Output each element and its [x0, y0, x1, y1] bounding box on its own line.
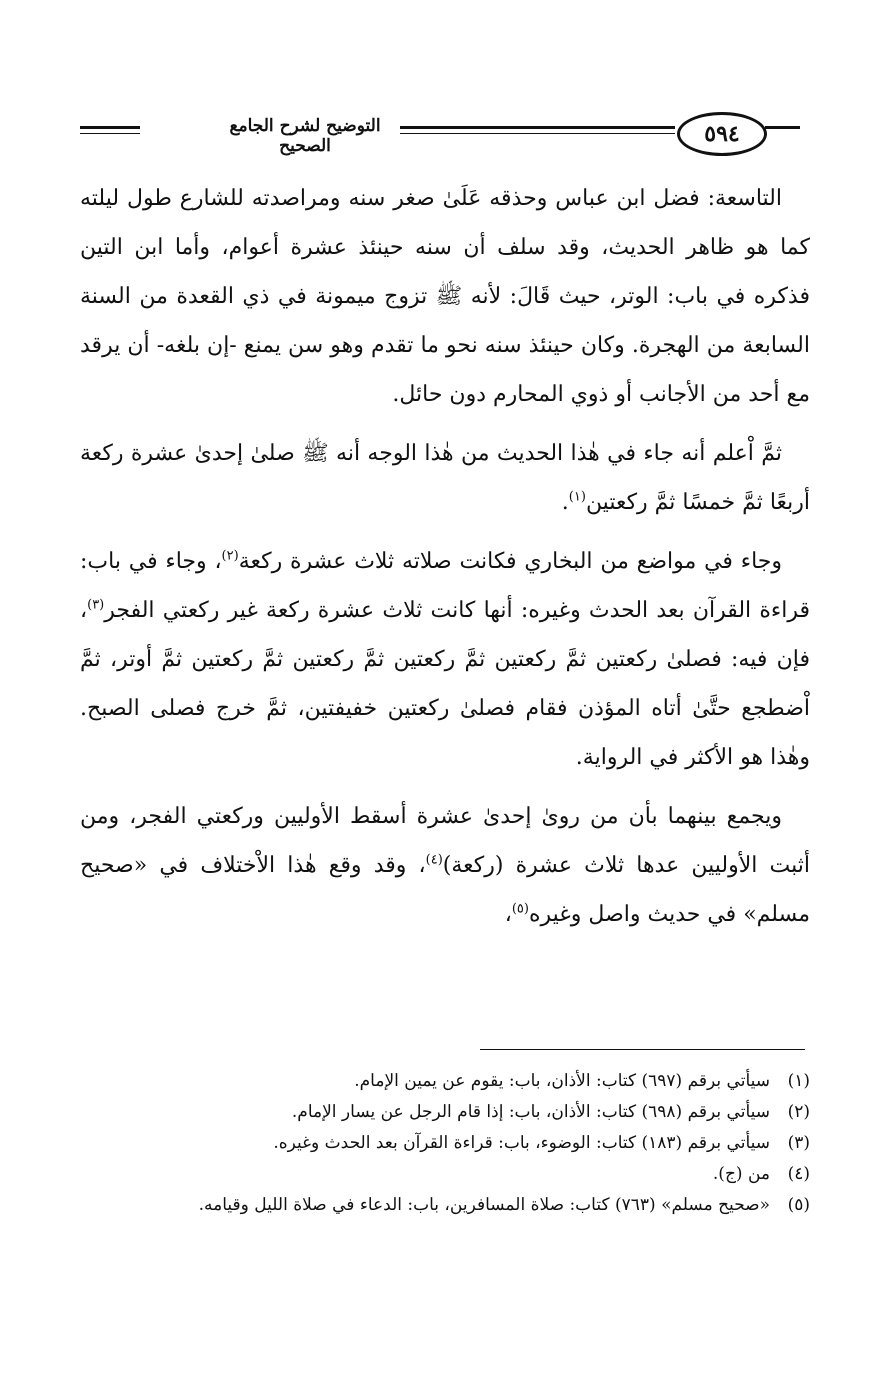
paragraph-1: [80, 174, 810, 419]
header-rule-left-bottom: [80, 133, 140, 134]
header-title: التوضيح لشرح الجامع الصحيح: [220, 116, 390, 156]
paragraph-text: ، وقد وقع هٰذا الاْختلاف في «صحيح مسلم» في حديث واصل وغيره: [80, 853, 810, 927]
header-rule-right: [765, 126, 800, 129]
paragraph-2: [80, 429, 810, 527]
footnote-number: (٤): [787, 1164, 810, 1184]
footnote-ref: (٢): [221, 548, 239, 564]
header-rule-middle-top: [400, 126, 675, 129]
paragraph-text: ويجمع بينهما بأن من روىٰ إحدىٰ عشرة أسقط الأوليين وركعتي الفجر، ومن أثبت الأوليين عدها ثلاث عشرة (ركعة): [80, 804, 810, 878]
running-header: [80, 112, 800, 154]
paragraph-text: ،: [504, 902, 512, 927]
paragraph-4: [80, 792, 810, 939]
footnote-1: [80, 1066, 810, 1097]
paragraph-text: ثمَّ اْعلم أنه جاء في هٰذا الحديث من هٰذا الوجه أنه ﷺ صلىٰ إحدىٰ عشرة ركعة أربعًا ثمَّ خمسًا ثمَّ ركعتين: [80, 441, 810, 515]
footnote-number: (٣): [787, 1133, 810, 1153]
footnote-2: [80, 1097, 810, 1128]
footnote-number: (٢): [787, 1102, 810, 1122]
footnote-text: سيأتي برقم (١٨٣) كتاب: الوضوء، باب: قراءة القرآن بعد الحدث وغيره.: [273, 1133, 770, 1153]
paragraph-text: وجاء في مواضع من البخاري فكانت صلاته ثلاث عشرة ركعة: [238, 549, 783, 574]
paragraph-text: التاسعة: فضل ابن عباس وحذقه عَلَىٰ صغر سنه ومراصدته للشارع طول ليلته كما هو ظاهر الحديث، وقد سلف أن سنه حينئذ عشرة أعوام، وأما ابن التين فذكره في باب: الوتر، حيث قَالَ: لأنه ﷺ تزوج ميمونة في ذي القعدة من السنة السابعة من الهجرة. وكان حينئذ سنه نحو ما تقدم وهو سن يمنع -إن بلغه- أن يرقد مع أحد من الأجانب أو ذوي المحارم دون حائل.: [80, 186, 810, 407]
footnote-3: [80, 1128, 810, 1159]
paragraph-text: .: [561, 490, 569, 515]
main-text: [80, 174, 810, 949]
footnote-4: [80, 1159, 810, 1190]
footnote-number: (٥): [787, 1195, 810, 1215]
page-number: ٥٩٤: [677, 112, 767, 156]
paragraph-text: ، وجاء في باب: قراءة القرآن بعد الحدث وغيره: أنها كانت ثلاث عشرة ركعة غير ركعتي الفجر: [80, 549, 810, 623]
paragraph-3: [80, 537, 810, 782]
footnote-text: سيأتي برقم (٦٩٧) كتاب: الأذان، باب: يقوم عن يمين الإمام.: [354, 1071, 770, 1091]
footnote-number: (١): [787, 1071, 810, 1091]
paragraph-text: ، فإن فيه: فصلىٰ ركعتين ثمَّ ركعتين ثمَّ ركعتين ثمَّ ركعتين ثمَّ ركعتين ثمَّ أوتر، ثمَّ اْضطجع حتَّىٰ أتاه المؤذن فقام فصلىٰ ركعتين خفيفتين، ثمَّ خرج فصلى الصبح. وهٰذا هو الأكثر في الرواية.: [80, 598, 810, 770]
footnote-ref: (٥): [511, 901, 529, 917]
footnote-separator: [480, 1049, 805, 1050]
footnotes: [80, 1066, 810, 1221]
footnote-5: [80, 1190, 810, 1221]
footnote-ref: (١): [568, 489, 586, 505]
header-rule-middle-bottom: [400, 133, 675, 134]
header-rule-left-top: [80, 126, 140, 129]
footnote-text: «صحيح مسلم» (٧٦٣) كتاب: صلاة المسافرين، باب: الدعاء في صلاة الليل وقيامه.: [198, 1195, 770, 1215]
footnote-text: سيأتي برقم (٦٩٨) كتاب: الأذان، باب: إذا قام الرجل عن يسار الإمام.: [291, 1102, 770, 1122]
footnote-ref: (٤): [425, 852, 443, 868]
footnote-ref: (٣): [87, 597, 105, 613]
footnote-text: من (ج).: [712, 1164, 770, 1184]
